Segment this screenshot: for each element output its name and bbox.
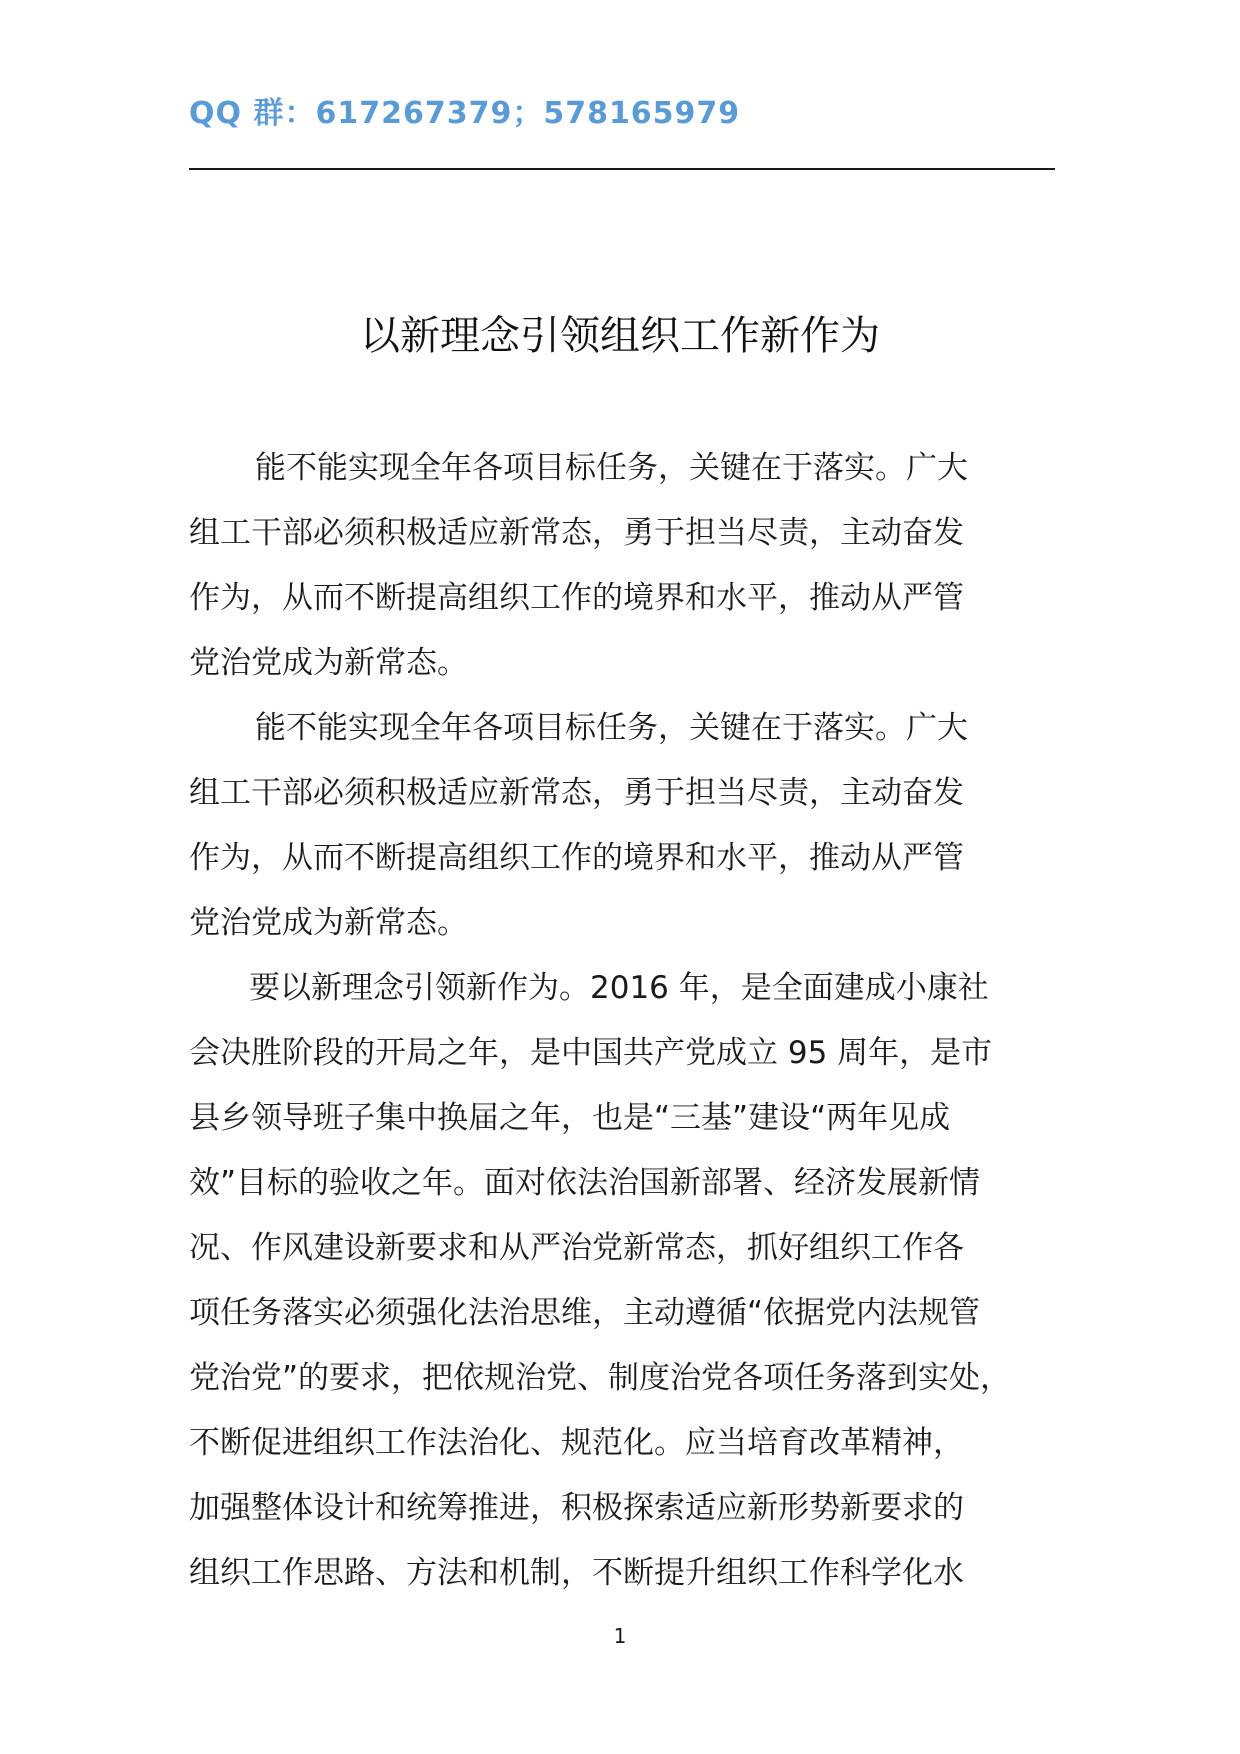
paragraph-3-line-8: 不断促进组织工作法治化、规范化。应当培育改革精神， <box>189 1425 964 1461</box>
document-title: 以新理念引领组织工作新作为 <box>360 313 880 359</box>
page-number: 1 <box>613 1624 627 1648</box>
document-body <box>189 436 1089 1606</box>
paragraph-3-line-7: 党治党”的要求，把依规治党、制度治党各项任务落到实处， <box>189 1360 1012 1396</box>
paragraph-3-line-4: 效”目标的验收之年。面对依法治国新部署、经济发展新情 <box>189 1165 981 1201</box>
paragraph-3-line-2: 会决胜阶段的开局之年，是中国共产党成立 95 周年，是市 <box>189 1035 993 1071</box>
header-divider <box>189 168 1055 170</box>
paragraph-2-line-1: 能不能实现全年各项目标任务，关键在于落实。广大 <box>255 710 968 746</box>
paragraph-2-line-4: 党治党成为新常态。 <box>189 905 468 941</box>
paragraph-3-line-3: 县乡领导班子集中换届之年，也是“三基”建设“两年见成 <box>189 1100 951 1136</box>
paragraph-3-line-9: 加强整体设计和统筹推进，积极探索适应新形势新要求的 <box>189 1490 964 1526</box>
header-contact-text: QQ 群：617267379；578165979 <box>189 96 741 131</box>
paragraph-1-line-1: 能不能实现全年各项目标任务，关键在于落实。广大 <box>255 450 968 486</box>
paragraph-1-line-4: 党治党成为新常态。 <box>189 645 468 681</box>
paragraph-3-line-5: 况、作风建设新要求和从严治党新常态，抓好组织工作各 <box>189 1230 964 1266</box>
paragraph-3-line-10: 组织工作思路、方法和机制，不断提升组织工作科学化水 <box>189 1555 964 1591</box>
paragraph-3-line-1: 要以新理念引领新作为。2016 年，是全面建成小康社 <box>249 970 989 1006</box>
paragraph-3-line-6: 项任务落实必须强化法治思维，主动遵循“依据党内法规管 <box>189 1295 981 1331</box>
paragraph-2-line-3: 作为，从而不断提高组织工作的境界和水平，推动从严管 <box>189 840 964 876</box>
paragraph-1-line-3: 作为，从而不断提高组织工作的境界和水平，推动从严管 <box>189 580 964 616</box>
paragraph-2-line-2: 组工干部必须积极适应新常态，勇于担当尽责，主动奋发 <box>189 775 964 811</box>
paragraph-1-line-2: 组工干部必须积极适应新常态，勇于担当尽责，主动奋发 <box>189 515 964 551</box>
